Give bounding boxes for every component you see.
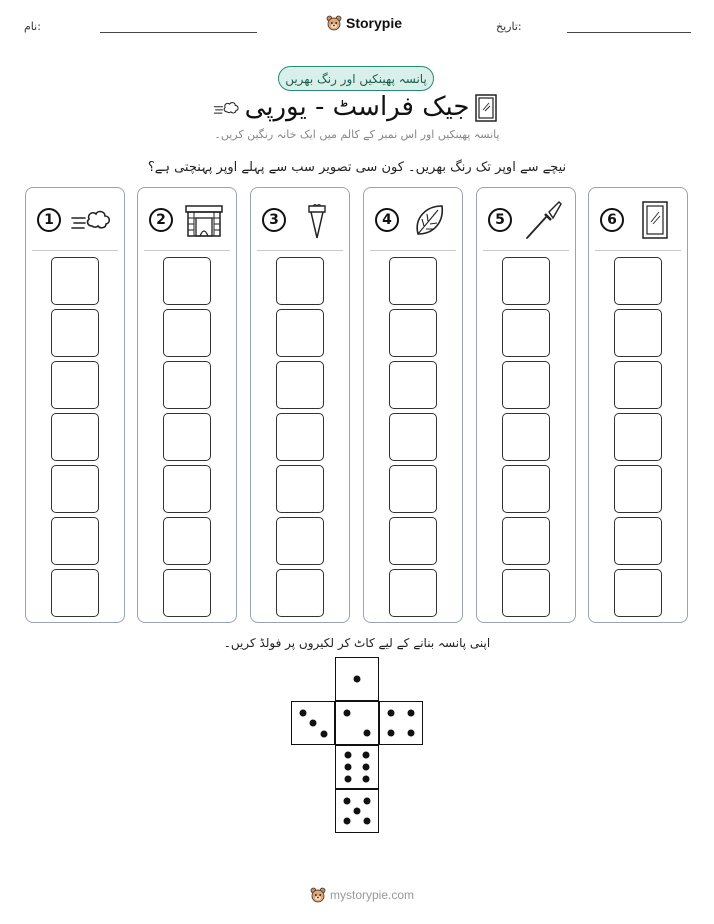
dice-column-6: [588, 187, 688, 623]
brand-name: Storypie: [346, 15, 403, 31]
die-pip: [363, 752, 370, 759]
color-box[interactable]: [163, 517, 211, 565]
color-box[interactable]: [276, 257, 324, 305]
column-divider: [595, 250, 681, 251]
bear-face-icon: [310, 887, 326, 903]
name-label: نام:: [24, 20, 41, 33]
bear-face-icon: [326, 15, 342, 31]
color-box[interactable]: [389, 361, 437, 409]
die-face-1: [335, 657, 379, 701]
color-box[interactable]: [502, 361, 550, 409]
leaf-icon: [408, 200, 452, 240]
page-title: [0, 92, 714, 122]
color-box[interactable]: [502, 517, 550, 565]
dice-column-4: [363, 187, 463, 623]
die-pip: [299, 709, 306, 716]
color-box[interactable]: [51, 569, 99, 617]
color-box[interactable]: [502, 257, 550, 305]
die-pip: [320, 730, 327, 737]
column-divider: [483, 250, 569, 251]
color-box[interactable]: [51, 257, 99, 305]
date-label: تاریخ:: [496, 20, 522, 33]
color-box[interactable]: [276, 361, 324, 409]
color-box[interactable]: [502, 465, 550, 513]
die-pip: [344, 752, 351, 759]
color-box[interactable]: [389, 569, 437, 617]
column-number: 4: [375, 208, 399, 232]
column-number: 5: [488, 208, 512, 232]
color-box[interactable]: [389, 257, 437, 305]
icicle-icon: [295, 200, 339, 240]
die-pip: [407, 729, 414, 736]
die-face-2: [335, 701, 379, 745]
die-pip: [344, 798, 351, 805]
die-pip: [344, 775, 351, 782]
column-divider: [370, 250, 456, 251]
page-title-text: جیک فراسٹ - یورپی: [244, 92, 470, 122]
color-box[interactable]: [614, 257, 662, 305]
fold-instruction: اپنی پانسہ بنانے کے لیے کاٹ کر لکیروں پر فولڈ کریں۔: [223, 636, 491, 650]
color-box[interactable]: [276, 413, 324, 461]
column-number: 2: [149, 208, 173, 232]
die-pip: [388, 710, 395, 717]
brand-logo: [326, 12, 402, 34]
die-pip: [354, 808, 361, 815]
color-box[interactable]: [502, 413, 550, 461]
die-pip: [363, 798, 370, 805]
color-box[interactable]: [502, 309, 550, 357]
column-divider: [32, 250, 118, 251]
dice-column-1: [25, 187, 125, 623]
wind-icon: [70, 200, 114, 240]
color-box[interactable]: [163, 309, 211, 357]
color-box[interactable]: [614, 465, 662, 513]
color-box[interactable]: [614, 309, 662, 357]
dice-column-2: [137, 187, 237, 623]
color-box[interactable]: [51, 309, 99, 357]
die-pip: [363, 817, 370, 824]
die-pip: [354, 676, 361, 683]
column-number: 3: [262, 208, 286, 232]
paintbrush-icon: [521, 200, 565, 240]
color-box[interactable]: [502, 569, 550, 617]
color-box[interactable]: [276, 569, 324, 617]
die-pip: [344, 817, 351, 824]
color-box[interactable]: [51, 413, 99, 461]
die-pip: [407, 710, 414, 717]
color-box[interactable]: [276, 465, 324, 513]
color-box[interactable]: [389, 309, 437, 357]
question-text: نیچے سے اوپر تک رنگ بھریں۔ کون سی تصویر سب سے پہلے اوپر پہنچتی ہے؟: [147, 160, 567, 175]
color-box[interactable]: [51, 361, 99, 409]
footer: [310, 884, 414, 906]
die-face-6: [335, 745, 379, 789]
color-box[interactable]: [614, 361, 662, 409]
frosted-window-icon: [474, 94, 498, 122]
color-box[interactable]: [163, 569, 211, 617]
color-box[interactable]: [389, 465, 437, 513]
die-pip: [344, 710, 351, 717]
color-box[interactable]: [614, 569, 662, 617]
die-face-3: [291, 701, 335, 745]
instructions-text: پانسہ پھینکیں اور اس نمبر کے کالم میں ایک خانہ رنگین کریں۔: [214, 128, 500, 141]
wind-icon: [213, 94, 241, 122]
die-pip: [310, 720, 317, 727]
name-line: [100, 32, 257, 33]
color-box[interactable]: [51, 517, 99, 565]
footer-site: mystorypie.com: [330, 888, 415, 902]
color-box[interactable]: [389, 517, 437, 565]
color-box[interactable]: [163, 465, 211, 513]
die-pip: [344, 764, 351, 771]
die-face-4: [379, 701, 423, 745]
color-box[interactable]: [163, 257, 211, 305]
color-box[interactable]: [389, 413, 437, 461]
color-box[interactable]: [163, 413, 211, 461]
die-pip: [363, 729, 370, 736]
die-face-5: [335, 789, 379, 833]
die-pip: [363, 775, 370, 782]
color-box[interactable]: [276, 517, 324, 565]
color-box[interactable]: [163, 361, 211, 409]
column-divider: [144, 250, 230, 251]
color-box[interactable]: [614, 413, 662, 461]
column-divider: [257, 250, 343, 251]
die-pip: [363, 764, 370, 771]
color-box[interactable]: [51, 465, 99, 513]
activity-pill: پانسہ پھینکیں اور رنگ بھریں: [278, 66, 434, 91]
dice-column-5: [476, 187, 576, 623]
column-number: 1: [37, 208, 61, 232]
frosted-window-icon: [633, 200, 677, 240]
die-pip: [388, 729, 395, 736]
date-line: [567, 32, 691, 33]
color-box[interactable]: [614, 517, 662, 565]
color-box[interactable]: [276, 309, 324, 357]
dice-column-3: [250, 187, 350, 623]
fireplace-icon: [182, 200, 226, 240]
column-number: 6: [600, 208, 624, 232]
